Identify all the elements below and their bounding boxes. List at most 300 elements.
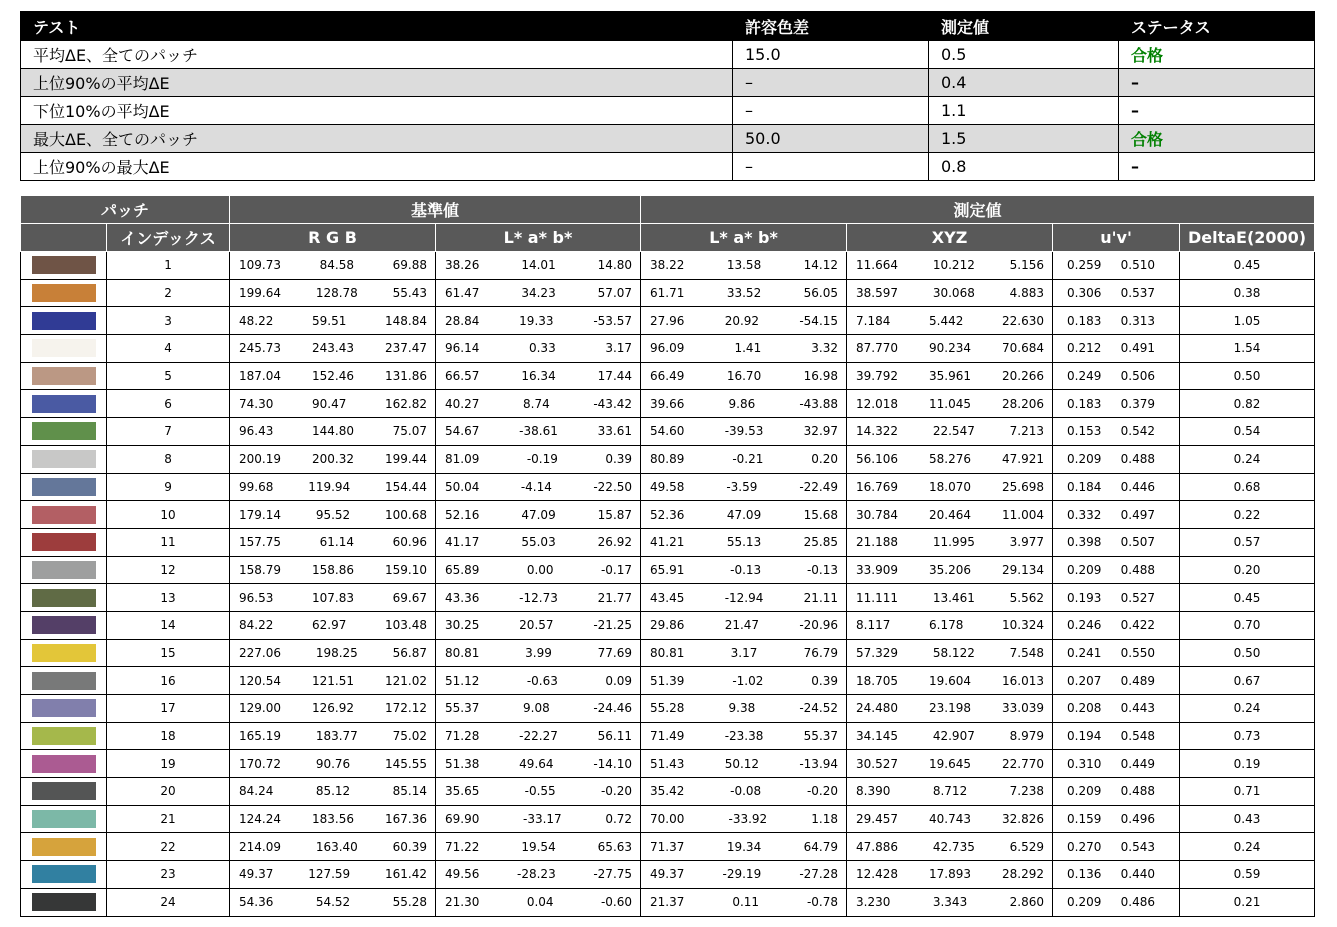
meas-lab: [641, 750, 847, 778]
meas-xyz: [847, 639, 1053, 667]
meas-lab-value: 25.85: [803, 535, 839, 550]
header-patch: パッチ: [21, 196, 230, 224]
meas-uv: [1053, 888, 1180, 916]
meas-lab-value: 41.21: [650, 535, 685, 550]
ref-lab-value: 80.81: [445, 645, 480, 660]
ref-rgb-value: 103.48: [385, 618, 428, 633]
ref-lab: [436, 528, 641, 556]
meas-lab: [641, 501, 847, 529]
meas-xyz-value: 22.630: [1002, 313, 1045, 328]
patch-index: 14: [107, 611, 230, 639]
meas-lab-value: 29.86: [650, 618, 685, 633]
ref-lab: [436, 695, 641, 723]
patch-row: [21, 750, 1315, 778]
ref-rgb: [230, 528, 436, 556]
meas-xyz-value: 8.979: [1009, 729, 1045, 744]
meas-lab: [641, 556, 847, 584]
ref-lab: [436, 279, 641, 307]
meas-uv: [1053, 390, 1180, 418]
patch-index: 9: [107, 473, 230, 501]
delta-e: 0.45: [1180, 252, 1315, 280]
summary-tolerance-cell: 15.0: [733, 41, 929, 69]
ref-lab-value: 9.08: [523, 701, 550, 716]
meas-lab-value: 16.70: [726, 369, 762, 384]
ref-rgb: [230, 584, 436, 612]
color-swatch: [32, 367, 96, 385]
meas-lab-value: 80.81: [650, 645, 685, 660]
patch-row: [21, 584, 1315, 612]
ref-lab-value: -0.60: [600, 895, 633, 910]
patch-row: [21, 778, 1315, 806]
ref-lab-value: 51.12: [445, 673, 480, 688]
meas-uv-value: 0.489: [1120, 673, 1156, 688]
ref-lab-value: 55.37: [445, 701, 480, 716]
swatch-cell: [21, 307, 107, 335]
ref-rgb-value: 85.14: [392, 784, 427, 799]
color-swatch: [32, 672, 96, 690]
ref-rgb-value: 84.22: [239, 618, 274, 633]
meas-uv-value: 0.440: [1120, 867, 1156, 882]
meas-lab: [641, 611, 847, 639]
color-swatch: [32, 533, 96, 551]
meas-lab-value: 1.18: [811, 812, 839, 827]
ref-rgb-value: 163.40: [315, 839, 358, 854]
patch-index: 13: [107, 584, 230, 612]
ref-lab: [436, 390, 641, 418]
meas-uv-value: 0.183: [1067, 396, 1102, 411]
meas-lab-value: 61.71: [650, 286, 685, 301]
swatch-cell: [21, 335, 107, 363]
meas-lab-value: 64.79: [803, 839, 839, 854]
meas-uv-value: 0.542: [1120, 424, 1156, 439]
header-xyz: XYZ: [847, 224, 1053, 252]
meas-lab: [641, 695, 847, 723]
ref-lab-value: 3.99: [525, 645, 552, 660]
patch-index: 2: [107, 279, 230, 307]
ref-rgb-value: 85.12: [315, 784, 351, 799]
meas-lab-value: 27.96: [650, 313, 685, 328]
ref-lab-value: -53.57: [593, 313, 633, 328]
meas-lab-value: 70.00: [650, 812, 685, 827]
meas-xyz-value: 30.068: [932, 286, 975, 301]
meas-uv-value: 0.422: [1120, 618, 1156, 633]
meas-xyz-value: 18.705: [856, 673, 899, 688]
meas-lab: [641, 473, 847, 501]
meas-xyz-value: 7.213: [1009, 424, 1045, 439]
patch-row: [21, 252, 1315, 280]
meas-lab-value: 32.97: [803, 424, 839, 439]
delta-e: 0.43: [1180, 805, 1315, 833]
meas-xyz-value: 33.909: [856, 562, 899, 577]
meas-uv-value: 0.194: [1067, 729, 1102, 744]
meas-uv: [1053, 778, 1180, 806]
meas-lab-value: 51.43: [650, 756, 685, 771]
meas-xyz-value: 32.826: [1002, 812, 1045, 827]
ref-rgb-value: 198.25: [315, 645, 358, 660]
delta-e: 0.68: [1180, 473, 1315, 501]
meas-lab-value: 20.92: [724, 313, 760, 328]
header-measured-values: 測定値: [641, 196, 1315, 224]
swatch-cell: [21, 418, 107, 446]
ref-lab-value: -0.20: [600, 784, 633, 799]
patch-row: [21, 501, 1315, 529]
header-lab-ref: L* a* b*: [436, 224, 641, 252]
swatch-cell: [21, 722, 107, 750]
ref-rgb-value: 200.19: [239, 452, 282, 467]
ref-lab-value: 21.30: [445, 895, 480, 910]
meas-xyz: [847, 833, 1053, 861]
meas-xyz-value: 34.145: [856, 729, 899, 744]
patch-table: [20, 195, 1315, 917]
meas-xyz-value: 56.106: [856, 452, 899, 467]
meas-xyz: [847, 445, 1053, 473]
delta-e: 0.21: [1180, 888, 1315, 916]
meas-lab: [641, 888, 847, 916]
meas-xyz-value: 5.442: [929, 313, 964, 328]
patch-index: 11: [107, 528, 230, 556]
patch-row: [21, 556, 1315, 584]
meas-xyz-value: 2.860: [1009, 895, 1045, 910]
meas-uv: [1053, 695, 1180, 723]
ref-rgb-value: 84.58: [319, 258, 355, 273]
meas-xyz-value: 22.547: [932, 424, 975, 439]
meas-xyz-value: 19.604: [929, 673, 972, 688]
meas-lab-value: -0.21: [732, 452, 764, 467]
meas-xyz-value: 18.070: [929, 479, 972, 494]
color-swatch: [32, 450, 96, 468]
meas-xyz-value: 38.597: [856, 286, 899, 301]
ref-lab-value: 41.17: [445, 535, 480, 550]
ref-lab-value: -38.61: [519, 424, 558, 439]
summary-header-row: [21, 12, 1315, 41]
ref-lab: [436, 778, 641, 806]
meas-xyz-value: 25.698: [1002, 479, 1045, 494]
meas-lab-value: -0.08: [730, 784, 762, 799]
ref-rgb: [230, 611, 436, 639]
patch-index: 21: [107, 805, 230, 833]
swatch-cell: [21, 611, 107, 639]
swatch-cell: [21, 445, 107, 473]
ref-rgb-value: 183.77: [315, 729, 358, 744]
meas-uv-value: 0.488: [1120, 784, 1156, 799]
meas-uv-value: 0.488: [1120, 562, 1156, 577]
ref-rgb-value: 74.30: [239, 396, 274, 411]
ref-rgb-value: 148.84: [385, 313, 428, 328]
ref-lab: [436, 584, 641, 612]
meas-xyz-value: 58.122: [932, 645, 975, 660]
patch-row: [21, 445, 1315, 473]
meas-xyz: [847, 888, 1053, 916]
meas-xyz-value: 20.266: [1002, 369, 1045, 384]
meas-lab-value: 3.17: [730, 645, 758, 660]
meas-uv-value: 0.183: [1067, 313, 1102, 328]
ref-rgb-value: 214.09: [239, 839, 282, 854]
meas-lab-value: -27.28: [799, 867, 839, 882]
meas-lab-value: 49.58: [650, 479, 685, 494]
ref-lab: [436, 639, 641, 667]
meas-uv: [1053, 722, 1180, 750]
ref-lab-value: -33.17: [523, 812, 562, 827]
meas-uv-value: 0.507: [1120, 535, 1156, 550]
ref-lab: [436, 805, 641, 833]
meas-lab-value: -33.92: [728, 812, 768, 827]
summary-measured-cell: 0.5: [929, 41, 1119, 69]
summary-row: [21, 153, 1315, 181]
meas-uv: [1053, 667, 1180, 695]
swatch-cell: [21, 528, 107, 556]
meas-uv-value: 0.543: [1120, 839, 1156, 854]
meas-xyz-value: 6.178: [929, 618, 964, 633]
meas-uv-value: 0.306: [1067, 286, 1102, 301]
delta-e: 0.24: [1180, 445, 1315, 473]
meas-uv: [1053, 362, 1180, 390]
ref-lab: [436, 861, 641, 889]
ref-lab-value: -0.55: [524, 784, 556, 799]
meas-uv-value: 0.209: [1067, 784, 1102, 799]
ref-lab-value: 47.09: [521, 507, 556, 522]
meas-lab-value: 51.39: [650, 673, 685, 688]
meas-uv: [1053, 279, 1180, 307]
summary-row: [21, 97, 1315, 125]
patch-row: [21, 805, 1315, 833]
header-rgb: R G B: [230, 224, 436, 252]
meas-lab: [641, 279, 847, 307]
ref-lab-value: 20.57: [519, 618, 554, 633]
meas-lab: [641, 639, 847, 667]
summary-test-cell: 下位10%の平均ΔE: [21, 97, 733, 125]
meas-xyz-value: 11.045: [929, 396, 972, 411]
meas-xyz-value: 35.961: [929, 369, 972, 384]
ref-rgb-value: 60.39: [392, 839, 427, 854]
delta-e: 0.20: [1180, 556, 1315, 584]
meas-uv-value: 0.443: [1120, 701, 1156, 716]
delta-e: 0.67: [1180, 667, 1315, 695]
meas-xyz-value: 47.886: [856, 839, 899, 854]
ref-rgb-value: 128.78: [315, 286, 358, 301]
ref-rgb: [230, 778, 436, 806]
ref-rgb-value: 109.73: [239, 258, 282, 273]
swatch-cell: [21, 750, 107, 778]
meas-lab-value: 1.41: [734, 341, 762, 356]
ref-lab-value: 28.84: [445, 313, 480, 328]
ref-lab-value: -22.50: [593, 479, 633, 494]
ref-rgb: [230, 418, 436, 446]
meas-uv: [1053, 335, 1180, 363]
ref-rgb: [230, 445, 436, 473]
ref-rgb-value: 119.94: [308, 479, 351, 494]
meas-lab-value: 43.45: [650, 590, 685, 605]
meas-xyz-value: 16.769: [856, 479, 899, 494]
color-swatch: [32, 339, 96, 357]
color-swatch: [32, 422, 96, 440]
meas-xyz-value: 22.770: [1002, 756, 1045, 771]
meas-lab-value: 16.98: [803, 369, 839, 384]
delta-e: 0.54: [1180, 418, 1315, 446]
ref-rgb-value: 129.00: [239, 701, 282, 716]
meas-xyz-value: 8.117: [856, 618, 891, 633]
ref-lab-value: 77.69: [597, 645, 633, 660]
ref-rgb-value: 183.56: [312, 812, 355, 827]
meas-xyz-value: 11.664: [856, 258, 899, 273]
meas-uv-value: 0.184: [1067, 479, 1102, 494]
ref-lab-value: 49.64: [519, 756, 554, 771]
ref-rgb-value: 69.67: [392, 590, 428, 605]
ref-lab-value: -0.19: [526, 452, 558, 467]
patch-index: 8: [107, 445, 230, 473]
header-swatch: [21, 224, 107, 252]
meas-xyz-value: 11.004: [1002, 507, 1045, 522]
ref-lab-value: -27.75: [593, 867, 633, 882]
color-swatch: [32, 284, 96, 302]
ref-lab-value: 65.63: [597, 839, 633, 854]
meas-xyz-value: 3.230: [856, 895, 891, 910]
ref-lab-value: 50.04: [445, 479, 480, 494]
meas-uv: [1053, 473, 1180, 501]
meas-xyz-value: 3.977: [1009, 535, 1045, 550]
ref-rgb-value: 161.42: [385, 867, 427, 882]
meas-uv: [1053, 639, 1180, 667]
meas-xyz: [847, 667, 1053, 695]
meas-xyz-value: 58.276: [929, 452, 972, 467]
meas-uv: [1053, 805, 1180, 833]
patch-index: 19: [107, 750, 230, 778]
ref-rgb: [230, 888, 436, 916]
ref-rgb: [230, 252, 436, 280]
patch-index: 10: [107, 501, 230, 529]
meas-lab-value: 56.05: [803, 286, 839, 301]
patch-index: 22: [107, 833, 230, 861]
ref-lab-value: 57.07: [597, 286, 633, 301]
ref-rgb-value: 243.43: [312, 341, 355, 356]
meas-uv-value: 0.497: [1120, 507, 1156, 522]
ref-rgb-value: 187.04: [239, 369, 282, 384]
meas-xyz: [847, 556, 1053, 584]
meas-uv-value: 0.209: [1067, 895, 1102, 910]
meas-lab: [641, 778, 847, 806]
delta-e: 0.57: [1180, 528, 1315, 556]
meas-xyz-value: 42.907: [932, 729, 975, 744]
ref-lab-value: 17.44: [597, 369, 633, 384]
header-index: インデックス: [107, 224, 230, 252]
color-swatch: [32, 893, 96, 911]
delta-e: 0.19: [1180, 750, 1315, 778]
ref-rgb-value: 75.07: [392, 424, 428, 439]
meas-uv-value: 0.246: [1067, 618, 1102, 633]
meas-lab-value: -0.13: [730, 562, 762, 577]
meas-uv-value: 0.446: [1120, 479, 1156, 494]
ref-lab-value: 38.26: [445, 258, 480, 273]
meas-lab-value: 54.60: [650, 424, 685, 439]
meas-lab: [641, 722, 847, 750]
ref-lab: [436, 722, 641, 750]
meas-lab-value: 50.12: [724, 756, 760, 771]
meas-uv-value: 0.527: [1120, 590, 1156, 605]
ref-rgb-value: 54.36: [239, 895, 274, 910]
meas-uv-value: 0.486: [1120, 895, 1156, 910]
patch-index: 7: [107, 418, 230, 446]
patch-row: [21, 611, 1315, 639]
header-delta-e: DeltaE(2000): [1180, 224, 1315, 252]
swatch-cell: [21, 252, 107, 280]
ref-rgb-value: 172.12: [385, 701, 428, 716]
swatch-cell: [21, 639, 107, 667]
ref-rgb: [230, 473, 436, 501]
meas-xyz: [847, 501, 1053, 529]
ref-rgb-value: 99.68: [239, 479, 274, 494]
meas-xyz: [847, 861, 1053, 889]
meas-lab-value: 3.32: [811, 341, 839, 356]
patch-row: [21, 279, 1315, 307]
meas-lab-value: -23.38: [724, 729, 764, 744]
color-swatch: [32, 727, 96, 745]
ref-lab-value: 14.80: [597, 258, 633, 273]
delta-e: 0.71: [1180, 778, 1315, 806]
meas-xyz: [847, 252, 1053, 280]
meas-xyz-value: 11.111: [856, 590, 899, 605]
meas-xyz: [847, 390, 1053, 418]
patch-index: 15: [107, 639, 230, 667]
ref-rgb: [230, 390, 436, 418]
ref-rgb-value: 61.14: [319, 535, 355, 550]
meas-xyz-value: 29.457: [856, 812, 899, 827]
meas-uv: [1053, 307, 1180, 335]
meas-xyz: [847, 805, 1053, 833]
meas-lab-value: -12.94: [724, 590, 764, 605]
ref-lab-value: -22.27: [519, 729, 558, 744]
meas-xyz-value: 5.562: [1009, 590, 1045, 605]
header-uv: u'v': [1053, 224, 1180, 252]
meas-xyz-value: 3.343: [932, 895, 968, 910]
delta-e: 1.54: [1180, 335, 1315, 363]
ref-rgb-value: 199.44: [385, 452, 428, 467]
meas-lab: [641, 833, 847, 861]
ref-rgb: [230, 501, 436, 529]
ref-rgb-value: 179.14: [239, 507, 282, 522]
patch-row: [21, 362, 1315, 390]
color-swatch: [32, 312, 96, 330]
patch-index: 1: [107, 252, 230, 280]
meas-xyz-value: 28.292: [1002, 867, 1045, 882]
ref-lab-value: 3.17: [605, 341, 633, 356]
ref-lab-value: 19.33: [519, 313, 554, 328]
meas-lab: [641, 805, 847, 833]
meas-lab-value: 0.39: [811, 673, 839, 688]
summary-status-cell: 合格: [1119, 41, 1315, 69]
ref-rgb-value: 158.79: [239, 562, 282, 577]
meas-lab-value: -3.59: [726, 479, 758, 494]
meas-lab-value: 80.89: [650, 452, 685, 467]
swatch-cell: [21, 667, 107, 695]
ref-rgb-value: 96.43: [239, 424, 274, 439]
meas-uv-value: 0.313: [1120, 313, 1156, 328]
ref-rgb-value: 227.06: [239, 645, 282, 660]
meas-uv-value: 0.153: [1067, 424, 1102, 439]
meas-xyz-value: 16.013: [1002, 673, 1045, 688]
ref-rgb: [230, 279, 436, 307]
ref-lab-value: -21.25: [593, 618, 633, 633]
patch-row: [21, 528, 1315, 556]
meas-lab-value: 19.34: [726, 839, 762, 854]
delta-e: 0.24: [1180, 695, 1315, 723]
header-test: テスト: [21, 12, 733, 41]
meas-uv-value: 0.332: [1067, 507, 1102, 522]
ref-lab-value: 43.36: [445, 590, 480, 605]
ref-rgb-value: 144.80: [312, 424, 355, 439]
meas-lab-value: 47.09: [726, 507, 762, 522]
ref-rgb: [230, 750, 436, 778]
meas-uv: [1053, 584, 1180, 612]
ref-rgb: [230, 695, 436, 723]
